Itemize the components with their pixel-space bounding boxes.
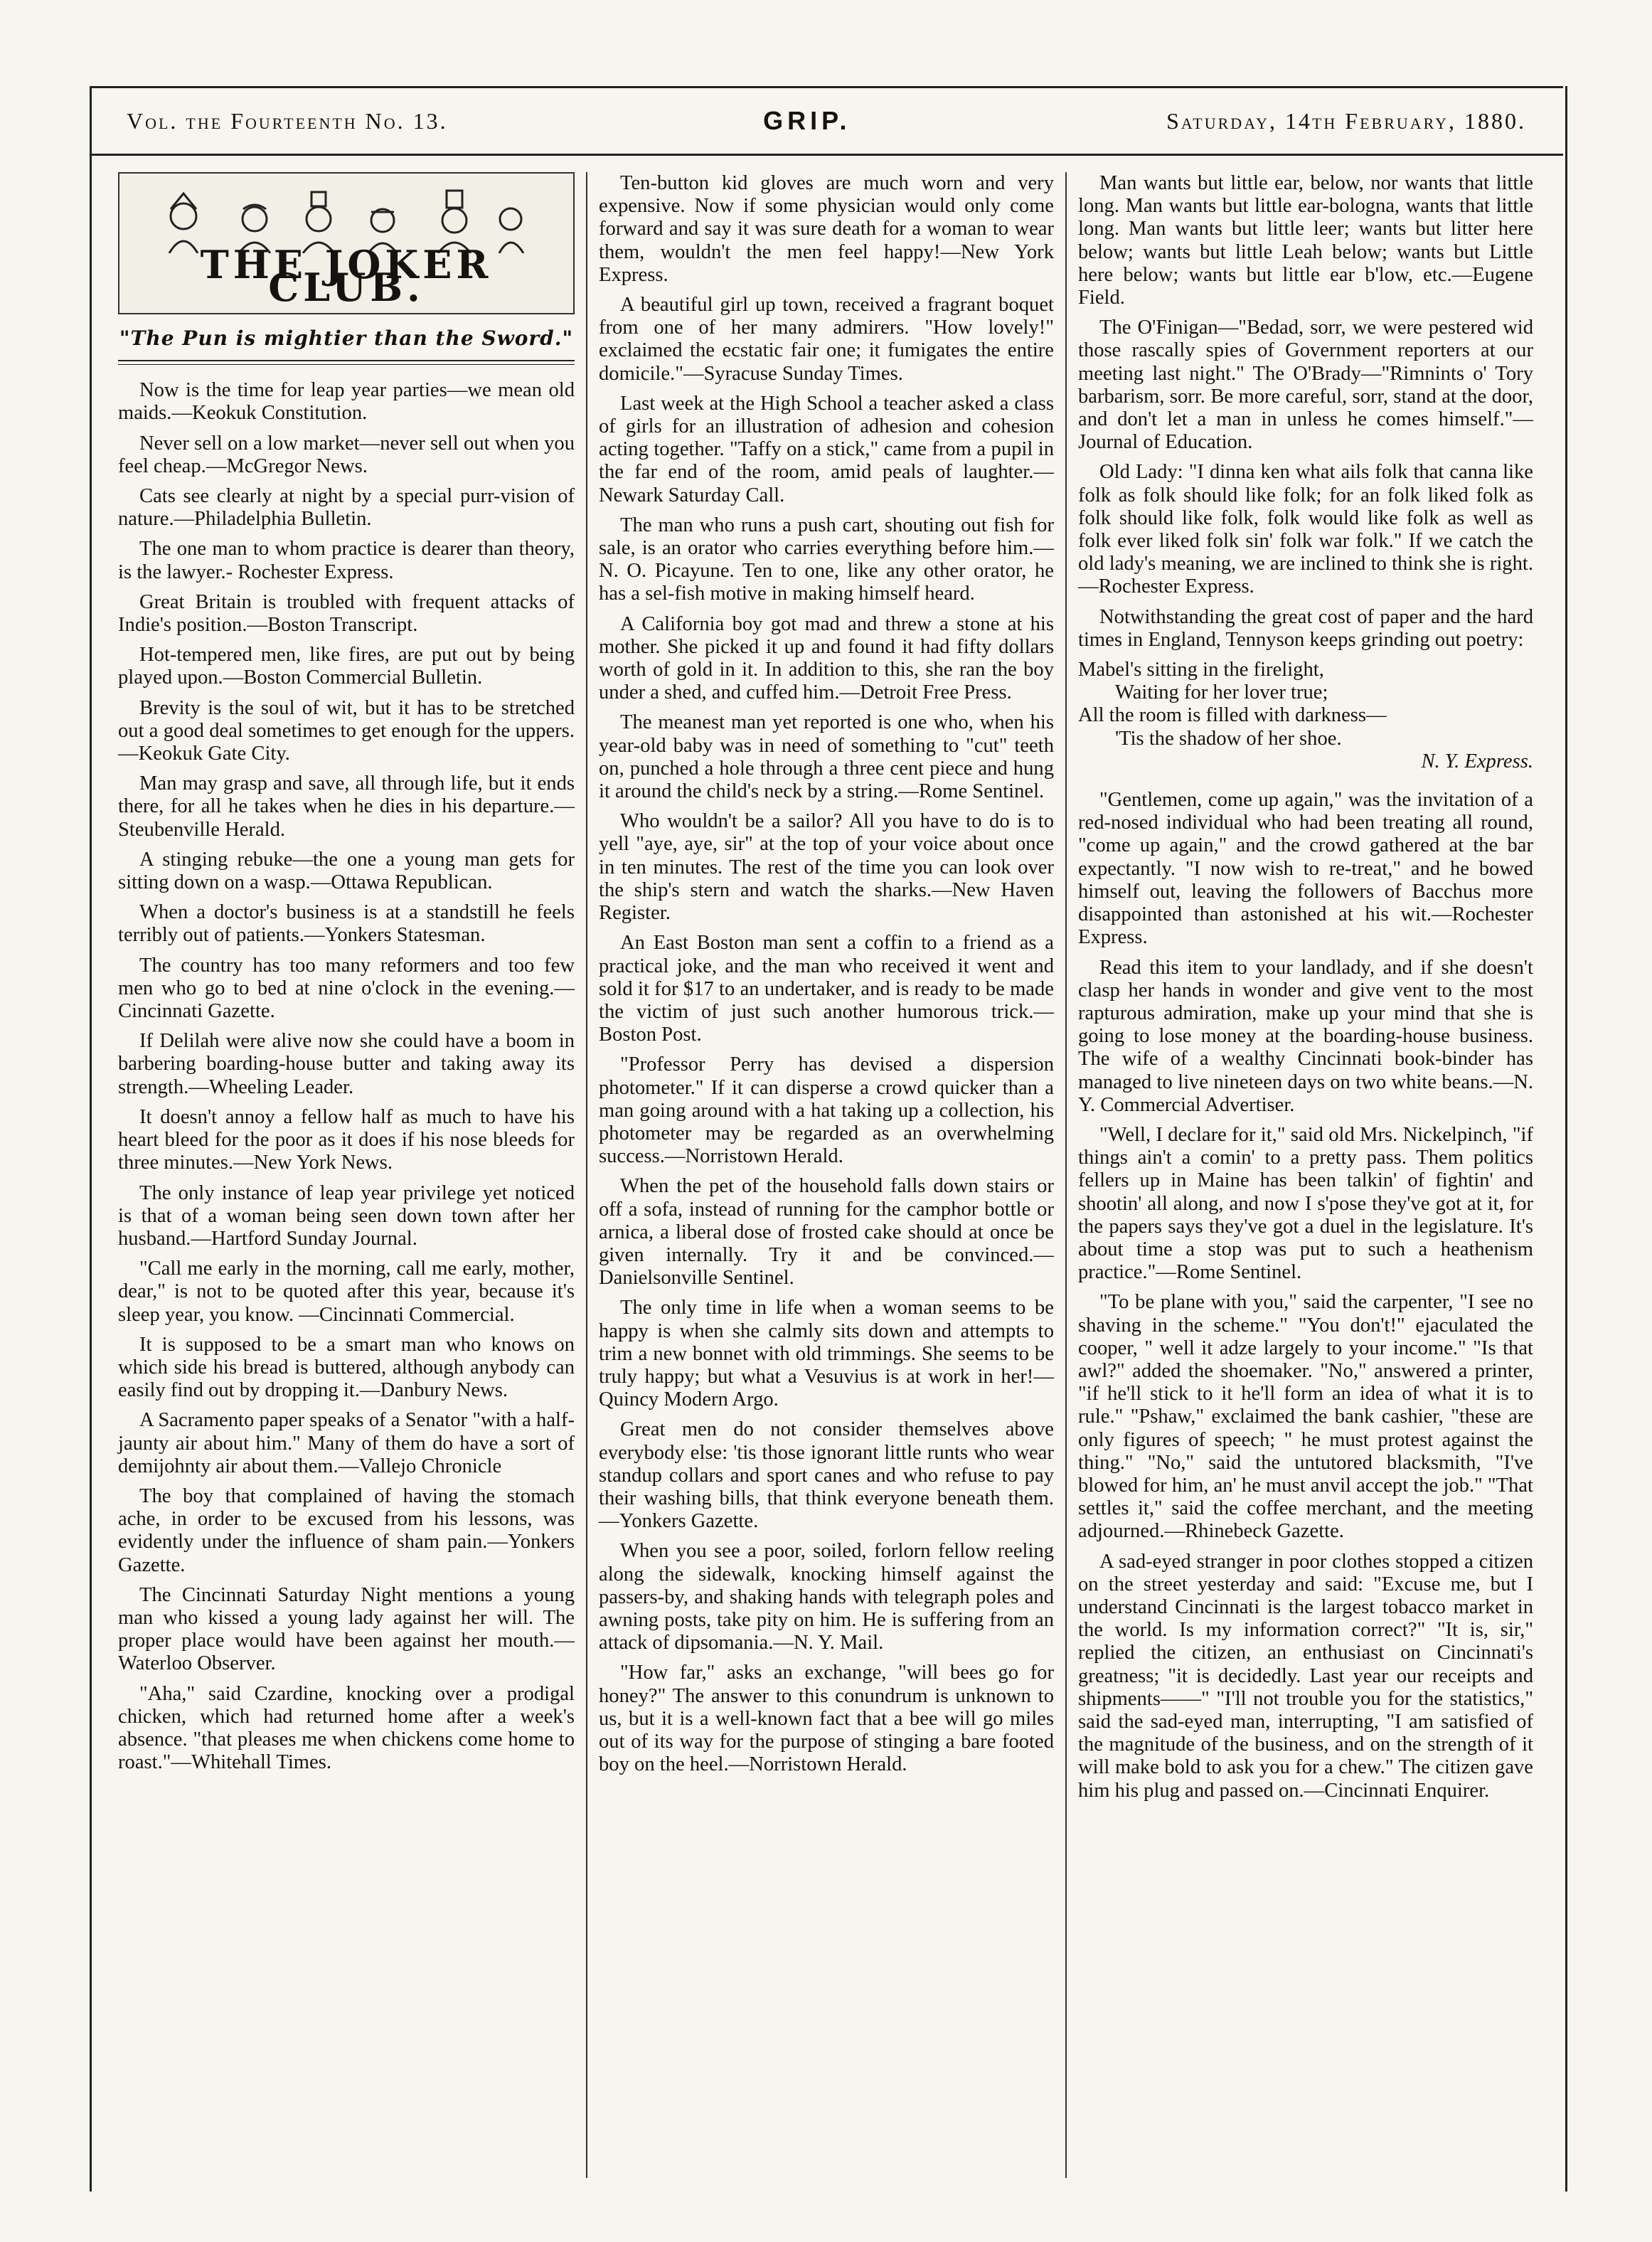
paragraph: A beautiful girl up town, received a fragrant boquet from one of her many admirers. "How lovely!" exclaimed the ecstatic fair one; it fumigates the entire domicile."—Syracuse Sunday Times. (599, 294, 1054, 385)
paragraph: Man wants but little ear, below, nor wants that little long. Man wants but little ear-bologna, wants that little long. Man wants but little leer; wants but litter here below; wants but little Leah below; wants but Little here below; wants but little ear b'low, etc.—Eugene Field. (1078, 172, 1533, 309)
paragraph: Who wouldn't be a sailor? All you have to do is to yell "aye, aye, sir" at the top of your voice about once in ten minutes. The rest of the time you can look over the ship's stern and watch the sharks.—New Haven Register. (599, 810, 1054, 925)
verse-line: Waiting for her lover true; (1115, 681, 1328, 704)
paragraph: The only time in life when a woman seems to be happy is when she calmly sits down and attempts to trim a new bonnet with old trimmings. She seems to be truly happy; but what a Vesuvius is at work in her!—Quincy Modern Argo. (599, 1297, 1054, 1411)
verse-attribution: N. Y. Express. (1421, 750, 1533, 772)
paragraph: Cats see clearly at night by a special purr-vision of nature.—Philadelphia Bulletin. (118, 485, 575, 531)
paragraph: When you see a poor, soiled, forlorn fellow reeling along the sidewalk, knocking himself against the passers-by, and shaking hands with telegraph poles and awning posts, take pity on him. He is suffering from an attack of dipsomania.—N. Y. Mail. (599, 1540, 1054, 1654)
paragraph: A stinging rebuke—the one a young man gets for sitting down on a wasp.—Ottawa Republican. (118, 848, 575, 894)
verse-line: All the room is filled with darkness— (1078, 704, 1387, 727)
publication-title: GRIP. (763, 106, 851, 135)
paragraph: The O'Finigan—"Bedad, sorr, we were pestered wid those rascally spies of Government reporters at our meeting last night." The O'Brady—"Rimnints o' Tory barbarism, sorr. Be more careful, sorr, stand at the door, and don't let a man in unless he comes himself."—Journal of Education. (1078, 317, 1533, 454)
issue-date: Saturday, 14th February, 1880. (1166, 107, 1526, 134)
paragraph: "Gentlemen, come up again," was the invitation of a red-nosed individual who had been treating all round, "come up again," and the crowd gathered at the bar expectantly. "I now wish to re-treat," and he bowed himself out, leaving the followers of Bacchus more disappointed than astonished at his wit.—Rochester Express. (1078, 789, 1533, 949)
paragraph: The boy that complained of having the stomach ache, in order to be excused from his lessons, was evidently under the influence of sham pain.—Yonkers Gazette. (118, 1484, 575, 1576)
article-columns (107, 172, 1546, 2178)
paragraph: "How far," asks an exchange, "will bees go for honey?" The answer to this conundrum is unknown to us, but it is a well-known fact that a bee will go miles out of its way for the purpose of stinging a bare footed boy on the heel.—Norristown Herald. (599, 1662, 1054, 1776)
paragraph: Man may grasp and save, all through life, but it ends there, for all he takes when he dies in his departure.—Steubenville Herald. (118, 772, 575, 841)
paragraph: If Delilah were alive now she could have a boom in barbering boarding-house butter and taking away its strength.—Wheeling Leader. (118, 1030, 575, 1098)
paragraph: Hot-tempered men, like fires, are put out by being played upon.—Boston Commercial Bulletin. (118, 644, 575, 689)
paragraph: A California boy got mad and threw a stone at his mother. She picked it up and found it had fifty dollars worth of gold in it. In addition to this, she ran the boy under a shed, and cuffed him.—Detroit Free Press. (599, 612, 1054, 704)
motto: "The Pun is mightier than the Sword." (119, 326, 574, 350)
paragraph: "Call me early in the morning, call me early, mother, dear," is not to be quoted after this year, because it's sleep year, you know. —Cincinnati Commercial. (118, 1258, 575, 1326)
paragraph: A sad-eyed stranger in poor clothes stopped a citizen on the street yesterday and said: "Excuse me, but I understand Cincinnati is the largest tobacco market in the world. Is my information correct?" "It is, sir," replied the citizen, an enthusiast on Cincinnati's greatness; "it is decidedly. Last year our receipts and shipments——" "I'll not trouble you for the statistics," said the sad-eyed man, interrupting, "I am satisfied of the magnitude of the business, and on the strength of it will make bold to ask you for a chew." The citizen gave him his plug and passed on.—Cincinnati Enquirer. (1078, 1550, 1533, 1802)
paragraph: The man who runs a push cart, shouting out fish for sale, is an orator who carries everything before him.—N. O. Picayune. Ten to one, like any other orator, he has a sel-fish motive in making himself heard. (599, 514, 1054, 605)
paragraph: Last week at the High School a teacher asked a class of girls for an illustration of adhesion and cohesion acting together. "Taffy on a stick," came from a pupil in the far end of the room, amid peals of laughter.—Newark Saturday Call. (599, 392, 1054, 506)
paragraph: Great Britain is troubled with frequent attacks of Indie's position.—Boston Transcript. (118, 590, 575, 637)
paragraph: The country has too many reformers and too few men who go to bed at nine o'clock in the evening.—Cincinnati Gazette. (118, 954, 575, 1023)
column-divider-rule (118, 360, 575, 365)
verse-line: 'Tis the shadow of her shoe. (1115, 727, 1342, 750)
paragraph: Great men do not consider themselves above everybody else: 'tis those ignorant little runts who wear standup collars and sport canes and who refuse to pay their washing bills, that think everyone beneath them.—Yonkers Gazette. (599, 1418, 1054, 1533)
paragraph: The only instance of leap year privilege yet noticed is that of a woman being seen down town after her husband.—Hartford Sunday Journal. (118, 1181, 575, 1250)
paragraph: Ten-button kid gloves are much worn and very expensive. Now if some physician would only come forward and say it was sure death for a woman to wear them, wouldn't the men feel happy!—New York Express. (599, 172, 1054, 286)
volume-number: Vol. the Fourteenth No. 13. (127, 107, 448, 134)
column-2 (586, 172, 1065, 2178)
paragraph: Read this item to your landlady, and if she doesn't clasp her hands in wonder and give vent to the most rapturous admiration, make up your mind that she is going to lose money at the boarding-house business. The wife of a wealthy Cincinnati book-binder has managed to live nineteen days on two white beans.—N. Y. Commercial Advertiser. (1078, 956, 1533, 1116)
verse-line: Mabel's sitting in the firelight, (1078, 659, 1324, 681)
paragraph: A Sacramento paper speaks of a Senator "with a half-jaunty air about him." Many of them do have a sort of demijohnty air about them.—Vallejo Chronicle (118, 1409, 575, 1477)
paragraph: Now is the time for leap year parties—we mean old maids.—Keokuk Constitution. (118, 379, 575, 425)
masthead (90, 86, 1563, 156)
paragraph: The one man to whom practice is dearer than theory, is the lawyer.- Rochester Express. (118, 538, 575, 583)
column-3 (1065, 172, 1545, 2178)
joker-club-banner (118, 172, 575, 314)
column-1 (107, 172, 586, 2178)
paragraph: The Cincinnati Saturday Night mentions a young man who kissed a young lady against her will. The proper place would have been against her mouth.— Waterloo Observer. (118, 1583, 575, 1675)
paragraph: An East Boston man sent a coffin to a friend as a practical joke, and the man who received it went and sold it for $17 to an undertaker, and is ready to be made the victim of just such another humorous trick.—Boston Post. (599, 932, 1054, 1046)
paragraph: It is supposed to be a smart man who knows on which side his bread is buttered, although anybody can easily find out by dropping it.—Danbury News. (118, 1333, 575, 1402)
paragraph: Brevity is the soul of wit, but it has to be stretched out a good deal sometimes to get enough for the uppers.—Keokuk Gate City. (118, 696, 575, 765)
paragraph: Never sell on a low market—never sell out when you feel cheap.—McGregor News. (118, 432, 575, 477)
paragraph: It doesn't annoy a fellow half as much to have his heart bleed for the poor as it does if his nose bleeds for three minutes.—New York News. (118, 1105, 575, 1174)
paragraph: Old Lady: "I dinna ken what ails folk that canna like folk as folk should like folk; for an folk liked folk as folk should like folk, folk would like folk as well as folk ever liked folk sin' folk war folk." If we catch the old lady's meaning, we are inclined to think she is right.—Rochester Express. (1078, 461, 1533, 598)
paragraph: Notwithstanding the great cost of paper and the hard times in England, Tennyson keeps grinding out poetry: (1078, 605, 1533, 651)
paragraph: When a doctor's business is at a standstill he feels terribly out of patients.—Yonkers Statesman. (118, 901, 575, 947)
joker-club-title: THE JOKER CLUB. (200, 241, 493, 310)
paragraph: "To be plane with you," said the carpenter, "I see no shaving in the scheme." "You don't!" ejaculated the cooper, " well it adze largely to your income." "Is that awl?" added the shoemaker. "No," answered a printer, "if he'll stick to it he'll form an idea of what it is to rule." "Pshaw," exclaimed the bank cashier, "these are only figures of speech; " he must protest against the thing." "No," said the untutored blacksmith, "I've blowed for him, an' he must anvil accept the job." "That settles it," said the coffee merchant, and the meeting adjourned.—Rhinebeck Gazette. (1078, 1291, 1533, 1543)
paragraph: "Well, I declare for it," said old Mrs. Nickelpinch, "if things ain't a comin' to a pretty pass. Them politics fellers up in Maine has been talkin' of fightin' and shootin' all along, and now I s'pose they've got at it, for the papers says they've got a duel in the legislature. It's about time a stop was put to such a heathenism practice."—Rome Sentinel. (1078, 1123, 1533, 1284)
paragraph: "Professor Perry has devised a dispersion photometer." If it can disperse a crowd quicker than a man going around with a hat taking up a collection, his photometer may be regarded as an overwhelming success.—Norristown Herald. (599, 1053, 1054, 1168)
paragraph: When the pet of the household falls down stairs or off a sofa, instead of running for the camphor bottle or arnica, a liberal dose of frosted cake should at once be given internally. Try it and be convinced.—Danielsonville Sentinel. (599, 1175, 1054, 1290)
paragraph: "Aha," said Czardine, knocking over a prodigal chicken, which had returned home after a week's absence. "that pleases me when chickens come home to roast."—Whitehall Times. (118, 1682, 575, 1774)
paragraph: The meanest man yet reported is one who, when his year-old baby was in need of something to "cut" teeth on, punched a hole through a three cent piece and hung it around the child's neck by a string.—Rome Sentinel. (599, 711, 1054, 803)
